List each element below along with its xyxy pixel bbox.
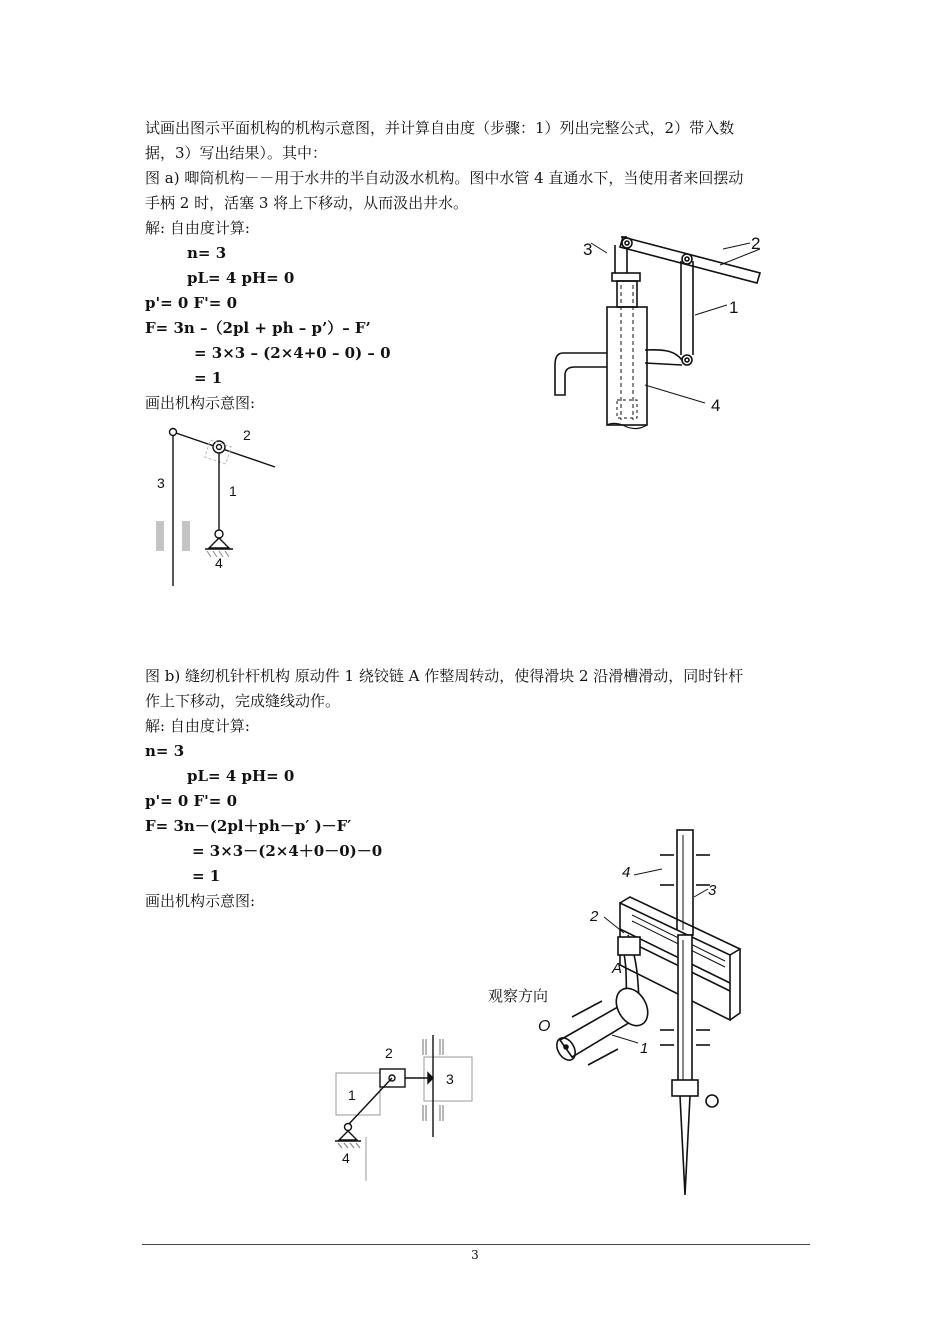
part-a-formula-3: = 1 [194,369,223,387]
view-direction-label: 观察方向 [488,987,549,1005]
needle-label-A: A [612,960,623,977]
sketch-a-label-1: 1 [229,483,237,499]
part-b-formula-2: = 3×3－(2×4＋0－0)－0 [192,842,383,860]
page-number: 3 [471,1248,479,1262]
part-b-formula-3: = 1 [192,867,221,885]
sketch-b-label-3: 3 [446,1071,454,1087]
needle-label-3: 3 [708,882,717,899]
intro-line-1: 试画出图示平面机构的机构示意图，并计算自由度（步骤：1）列出完整公式，2）带入数 [145,119,735,137]
pump-mechanism-figure [545,225,775,435]
needle-label-O: O [538,1018,551,1035]
part-a-formula-1: F= 3n –（2pl + ph – p’）– F’ [145,319,371,337]
part-b-draw-heading: 画出机构示意图: [145,892,256,910]
part-a-pl-ph: pL= 4 pH= 0 [187,269,295,287]
needle-label-1: 1 [640,1040,649,1057]
needle-label-2: 2 [590,908,599,925]
pump-label-3: 3 [583,240,593,259]
part-a-desc-line-1: 图 a) 唧筒机构－－用于水井的半自动汲水机构。图中水管 4 直通水下，当使用者来回摆动 [145,169,744,187]
part-b-pl-ph: pL= 4 pH= 0 [187,767,295,785]
pump-kinematic-sketch [145,418,285,590]
part-b-desc-line-2: 作上下移动，完成缝线动作。 [145,692,341,710]
part-a-p-f: p'= 0 F'= 0 [145,294,237,312]
sketch-b-label-2: 2 [385,1045,393,1061]
pump-label-1: 1 [729,298,739,317]
footer-rule [142,1244,810,1245]
sketch-a-label-3: 3 [157,475,165,491]
part-b-n: n= 3 [145,742,185,760]
part-a-desc-line-2: 手柄 2 时，活塞 3 将上下移动，从而汲出井水。 [145,194,469,212]
sketch-a-label-2: 2 [243,427,251,443]
part-b-solve-heading: 解: 自由度计算: [145,717,250,735]
sketch-b-label-4: 4 [342,1150,350,1166]
part-a-n: n= 3 [187,244,227,262]
part-b-desc-line-1: 图 b) 缝纫机针杆机构 原动件 1 绕铰链 A 作整周转动，使得滑块 2 沿滑槽滑动，同时针杆 [145,667,744,685]
sketch-b-label-1: 1 [348,1087,356,1103]
part-a-draw-heading: 画出机构示意图: [145,394,256,412]
part-b-formula-1: F= 3n－(2pl＋ph－p′ )－F′ [145,817,352,835]
needle-kinematic-sketch [330,1025,480,1185]
pump-label-2: 2 [751,234,761,253]
sketch-a-label-4: 4 [215,555,223,571]
part-a-solve-heading: 解: 自由度计算: [145,219,250,237]
intro-line-2: 据，3）写出结果）。其中： [145,144,328,162]
part-b-p-f: p'= 0 F'= 0 [145,792,237,810]
needle-label-4: 4 [622,864,631,881]
pump-label-4: 4 [711,396,721,415]
sewing-needle-mechanism-figure [520,825,780,1200]
part-a-formula-2: = 3×3 – (2×4+0 – 0) – 0 [194,344,391,362]
